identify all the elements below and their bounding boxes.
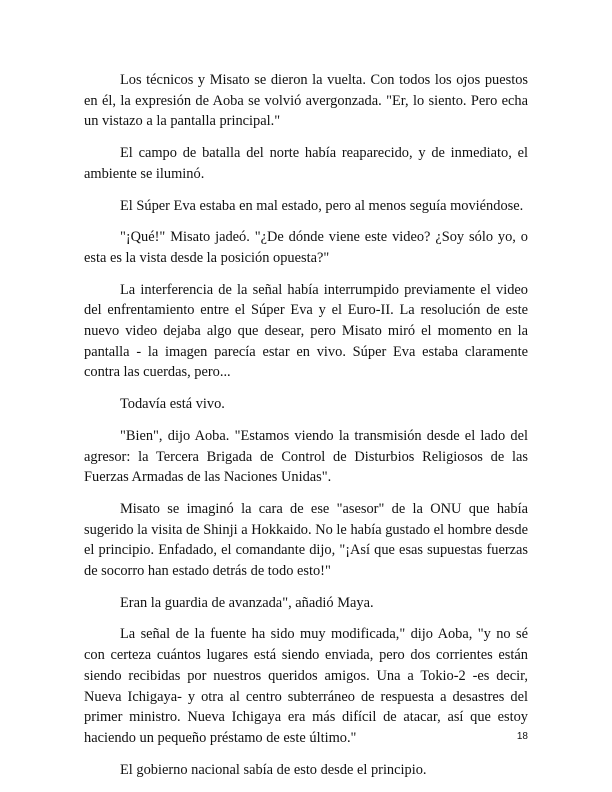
paragraph: El Súper Eva estaba en mal estado, pero al menos seguía moviéndose. — [120, 197, 524, 214]
paragraph: La señal de la fuente ha sido muy modificada," dijo Aoba, "y no sé con certeza cuántos lugares está siendo enviada, pero dos corrientes están siendo recibidas por nuestros queridos amigos. Una a Tokio-2 -es decir, Nueva Ichigaya- y otra al centro subterráneo de respuesta a desastres del primer ministro. Nueva Ichigaya era más difícil de atacar, así que estoy haciendo un pequeño préstamo de este último." — [84, 626, 528, 746]
page-body — [84, 70, 528, 791]
paragraph: Todavía está vivo. — [120, 396, 225, 413]
paragraph: "Bien", dijo Aoba. "Estamos viendo la transmisión desde el lado del agresor: la Tercera Brigada de Control de Disturbios Religiosos de las Fuerzas Armadas de las Naciones Unidas". — [84, 427, 528, 486]
page-number: 18 — [516, 731, 528, 742]
paragraph: La interferencia de la señal había interrumpido previamente el video del enfrentamiento entre el Súper Eva y el Euro-II. La resolución de este nuevo video dejaba algo que desear, pero Misato miró el momento en la pantalla - la imagen parecía estar en vivo. Súper Eva estaba claramente contra las cuerdas, pero... — [84, 281, 528, 381]
paragraph: Los técnicos y Misato se dieron la vuelta. Con todos los ojos puestos en él, la expresión de Aoba se volvió avergonzada. "Er, lo siento. Pero echa un vistazo a la pantalla principal." — [84, 72, 528, 130]
paragraph: Misato se imaginó la cara de ese "asesor" de la ONU que había sugerido la visita de Shinji a Hokkaido. No le había gustado el hombre desde el principio. Enfadado, el comandante dijo, "¡Así que esas supuestas fuerzas de socorro han estado detrás de todo esto!" — [84, 500, 528, 580]
paragraph: "¡Qué!" Misato jadeó. "¿De dónde viene este video? ¿Soy sólo yo, o esta es la vista desde la posición opuesta?" — [84, 229, 528, 266]
paragraph: Eran la guardia de avanzada", añadió Maya. — [120, 594, 374, 611]
paragraph: El gobierno nacional sabía de esto desde el principio. — [120, 761, 427, 778]
paragraph: El campo de batalla del norte había reaparecido, y de inmediato, el ambiente se iluminó. — [84, 145, 528, 182]
